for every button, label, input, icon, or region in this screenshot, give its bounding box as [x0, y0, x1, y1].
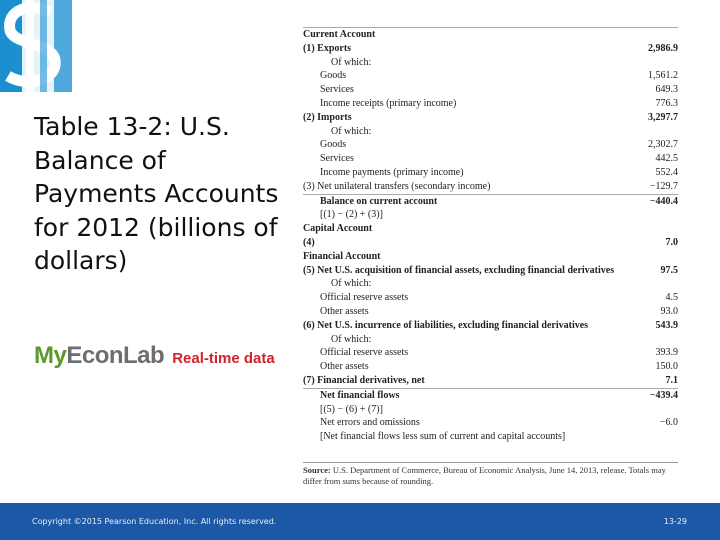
table-row — [303, 222, 678, 236]
row-value: 7.1 — [665, 374, 678, 386]
table-row — [303, 180, 678, 194]
row-label: Services — [320, 84, 354, 96]
row-value: 649.3 — [655, 84, 678, 96]
row-value: −440.4 — [649, 195, 678, 207]
row-label: (4) — [303, 236, 315, 248]
row-value: 93.0 — [660, 305, 678, 317]
table-row — [303, 360, 678, 374]
table-row — [303, 194, 678, 209]
table-row — [303, 430, 678, 444]
row-label: (2) Imports — [303, 111, 352, 123]
myeconlab-logo — [34, 342, 275, 370]
table-row — [303, 152, 678, 166]
copyright-text: Copyright ©2015 Pearson Education, Inc. All rights reserved. — [32, 517, 277, 526]
row-label: (5) Net U.S. acquisition of financial assets, excluding financial derivatives — [303, 264, 615, 276]
row-value: 1,561.2 — [648, 70, 678, 82]
table-row — [303, 138, 678, 152]
row-value: 2,986.9 — [648, 42, 678, 54]
table-row — [303, 56, 678, 70]
row-label: Services — [320, 153, 354, 165]
source-text: U.S. Department of Commerce, Bureau of Economic Analysis, June 14, 2013, release. Totals may differ from sums because of rounding. — [303, 465, 666, 486]
table-row — [303, 83, 678, 97]
row-value: 97.5 — [660, 264, 678, 276]
table-row — [303, 277, 678, 291]
row-label: Financial Account — [303, 250, 381, 262]
table-row — [303, 388, 678, 403]
row-label: Of which: — [331, 278, 372, 290]
row-label: Of which: — [331, 333, 372, 345]
balance-of-payments-table — [303, 27, 678, 444]
row-label: (7) Financial derivatives, net — [303, 374, 425, 386]
row-label: Of which: — [331, 56, 372, 68]
row-label: Capital Account — [303, 223, 373, 235]
row-label: (3) Net unilateral transfers (secondary income) — [303, 180, 491, 192]
table-row — [303, 125, 678, 139]
table-row — [303, 264, 678, 278]
row-label: Other assets — [320, 361, 369, 373]
brand-my: My — [34, 342, 67, 369]
row-value: 442.5 — [655, 153, 678, 165]
row-value: −439.4 — [649, 389, 678, 401]
row-value: 393.9 — [655, 347, 678, 359]
slide-title: Table 13-2: U.S. Balance of Payments Accounts for 2012 (billions of dollars) — [34, 112, 279, 275]
footer-bar — [0, 503, 720, 540]
brand-realtime: Real-time data — [172, 350, 275, 367]
row-label: [(1) − (2) + (3)] — [320, 209, 383, 221]
row-label: Balance on current account — [320, 195, 438, 207]
row-label: Income receipts (primary income) — [320, 97, 457, 109]
row-value: −6.0 — [659, 417, 678, 429]
table-row — [303, 346, 678, 360]
table-row — [303, 319, 678, 333]
row-label: Income payments (primary income) — [320, 166, 464, 178]
brand-econlab: EconLab — [66, 342, 165, 369]
row-label: [(5) − (6) + (7)] — [320, 403, 383, 415]
row-value: 150.0 — [655, 361, 678, 373]
page-number: 13-29 — [663, 517, 687, 526]
table-row — [303, 97, 678, 111]
row-value: 7.0 — [665, 236, 678, 248]
row-value: 552.4 — [655, 166, 678, 178]
table-row — [303, 374, 678, 388]
row-value: 776.3 — [655, 97, 678, 109]
source-label: Source: — [303, 465, 331, 475]
table-row — [303, 236, 678, 250]
table-row — [303, 305, 678, 319]
row-label: (6) Net U.S. incurrence of liabilities, excluding financial derivatives — [303, 319, 589, 331]
row-value: 4.5 — [665, 292, 678, 304]
table-row — [303, 111, 678, 125]
table-row — [303, 291, 678, 305]
row-label: Goods — [320, 70, 347, 82]
table-row — [303, 416, 678, 430]
dollar-logo-icon — [0, 0, 72, 92]
row-label: Net financial flows — [320, 389, 400, 401]
table-row — [303, 69, 678, 83]
row-value: 3,297.7 — [648, 111, 678, 123]
row-label: Goods — [320, 139, 347, 151]
table-row — [303, 333, 678, 347]
row-value: 543.9 — [655, 319, 678, 331]
row-value: −129.7 — [649, 180, 678, 192]
row-label: Current Account — [303, 29, 376, 40]
row-label: Official reserve assets — [320, 292, 409, 304]
row-label: Of which: — [331, 125, 372, 137]
row-value: 2,302.7 — [648, 139, 678, 151]
table-row — [303, 403, 678, 417]
table-row — [303, 250, 678, 264]
table-row — [303, 27, 678, 42]
source-note — [303, 462, 678, 487]
row-label: Other assets — [320, 305, 369, 317]
table-row — [303, 208, 678, 222]
table-row — [303, 42, 678, 56]
row-label: [Net financial flows less sum of current and capital accounts] — [320, 431, 566, 443]
row-label: (1) Exports — [303, 42, 352, 54]
table-row — [303, 166, 678, 180]
row-label: Net errors and omissions — [320, 417, 420, 429]
row-label: Official reserve assets — [320, 347, 409, 359]
